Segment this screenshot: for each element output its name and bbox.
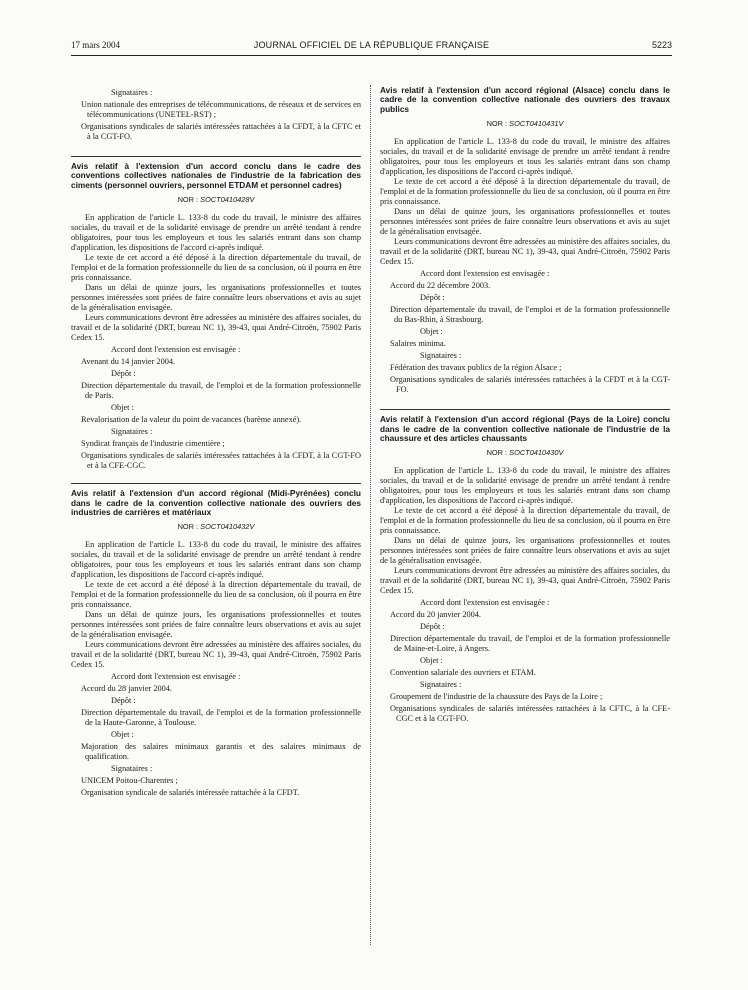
page-header — [71, 40, 672, 54]
paragraph: Leurs communications devront être adressées au ministère des affaires sociales, du travail et de la solidarité (DRT, bureau NC 1), 39-43, quai André-Citroën, 75902 Paris Cedex 15. — [380, 566, 670, 596]
journal-title: JOURNAL OFFICIEL DE LA RÉPUBLIQUE FRANÇAISE — [253, 40, 490, 50]
objet-label: Objet : — [111, 730, 134, 740]
right-column — [380, 86, 670, 726]
nor-label: NOR : — [177, 522, 199, 532]
depot-label: Dépôt : — [420, 293, 445, 303]
signatories-label: Signataires : — [111, 427, 153, 437]
depot-label: Dépôt : — [111, 696, 136, 706]
section-separator — [380, 409, 670, 410]
objet-value: Majoration des salaires minimaux garantis et des salaires minimaux de qualification. — [81, 742, 361, 762]
signatory: Organisations syndicales de salariés intéressées rattachées à la CFDT et à la CGT-FO. — [390, 375, 670, 395]
signatories-label: Signataires : — [111, 88, 153, 97]
accord-label: Accord dont l'extension est envisagée : — [420, 269, 550, 279]
paragraph: En application de l'article L. 133-8 du code du travail, le ministre des affaires sociales, du travail et de la solidarité envisage de prendre un arrêté tendant à rendre obligatoires, pour tous les employeurs et tous les salariés entrant dans son champ d'application, les dispositions de l'accord ci-après indiqué. — [380, 137, 670, 177]
nor-label: NOR : — [486, 448, 508, 458]
paragraph: En application de l'article L. 133-8 du code du travail, le ministre des affaires sociales, du travail et de la solidarité envisage de prendre un arrêté tendant à rendre obligatoires, pour tous les employeurs et tous les salariés entrant dans son champ d'application, les dispositions de l'accord ci-après indiqué. — [380, 466, 670, 506]
notice-midi-pyrenees — [71, 489, 361, 798]
left-column — [71, 86, 361, 800]
accord-value: Accord du 28 janvier 2004. — [81, 684, 173, 694]
depot-value: Direction départementale du travail, de l'emploi et de la formation professionnelle du Bas-Rhin, à Strasbourg. — [390, 305, 670, 325]
notice-title: Avis relatif à l'extension d'un accord régional (Midi-Pyrénées) conclu dans le cadre de la convention collective nationale des ouvriers des industries de carrières et matériaux — [71, 488, 361, 518]
nor-label: NOR : — [177, 195, 199, 205]
accord-label: Accord dont l'extension est envisagée : — [111, 345, 241, 355]
signatory: UNICEM Poitou-Charentes ; — [81, 776, 178, 786]
signatory: Organisations syndicales de salariés intéressées rattachées à la CFDT, à la CFTC et à la CGT-FO. — [81, 122, 361, 141]
accord-label: Accord dont l'extension est envisagée : — [420, 598, 550, 608]
signatory: Syndicat français de l'industrie cimentière ; — [81, 439, 225, 449]
notice-title: Avis relatif à l'extension d'un accord régional (Alsace) conclu dans le cadre de la convention collective nationale des ouvriers des travaux publics — [380, 85, 670, 114]
section-separator — [71, 156, 361, 157]
accord-value: Accord du 20 janvier 2004. — [390, 610, 482, 620]
depot-label: Dépôt : — [111, 369, 136, 379]
paragraph: Dans un délai de quinze jours, les organisations professionnelles et toutes personnes intéressées sont priées de faire connaître leurs observations et avis au sujet de la généralisation envisagée. — [71, 610, 361, 640]
objet-value: Salaires minima. — [390, 339, 446, 349]
paragraph: En application de l'article L. 133-8 du code du travail, le ministre des affaires sociales, du travail et de la solidarité envisage de prendre un arrêté tendant à rendre obligatoires, pour tous les employeurs et tous les salariés entrant dans son champ d'application, les dispositions de l'accord ci-après indiqué. — [71, 540, 361, 580]
paragraph: En application de l'article L. 133-8 du code du travail, le ministre des affaires sociales, du travail et de la solidarité envisage de prendre un arrêté tendant à rendre obligatoires, pour tous les employeurs et tous les salariés entrant dans son champ d'application, les dispositions de l'accord ci-après indiqué. — [71, 213, 361, 253]
notice-title: Avis relatif à l'extension d'un accord régional (Pays de la Loire) conclu dans le cadre de la convention collective nationale de l'industrie de la chaussure et des articles chaussants — [380, 414, 670, 444]
notice-title: Avis relatif à l'extension d'un accord conclu dans le cadre des conventions collectives nationales de l'industrie de la fabrication des ciments (personnel ouvriers, personnel ETDAM et personnel cadres) — [71, 161, 361, 190]
signatory: Groupement de l'industrie de la chaussure des Pays de la Loire ; — [390, 692, 603, 702]
nor-reference — [71, 195, 361, 205]
notice-pays-de-la-loire — [380, 415, 670, 724]
nor-reference — [380, 119, 670, 129]
signatory: Organisations syndicales de salariés intéressées rattachées à la CFTC, à la CFE-CGC et à la CGT-FO. — [390, 704, 670, 724]
objet-label: Objet : — [420, 327, 443, 337]
section-separator — [71, 483, 361, 484]
paragraph: Le texte de cet accord a été déposé à la direction départementale du travail, de l'emploi et de la formation professionnelle du lieu de sa conclusion, où il pourra en être pris connaissance. — [380, 177, 670, 207]
accord-value: Avenant du 14 janvier 2004. — [81, 357, 176, 367]
objet-label: Objet : — [420, 656, 443, 666]
nor-reference — [380, 448, 670, 458]
paragraph: Dans un délai de quinze jours, les organisations professionnelles et toutes personnes intéressées sont priées de faire connaître leurs observations et avis au sujet de la généralisation envisagée. — [380, 536, 670, 566]
nor-code: SOCT0410432V — [200, 522, 255, 532]
signatories-label: Signataires : — [111, 764, 153, 774]
notice-alsace — [380, 86, 670, 395]
nor-code: SOCT0410431V — [509, 119, 564, 129]
depot-value: Direction départementale du travail, de l'emploi et de la formation professionnelle de la Haute-Garonne, à Toulouse. — [81, 708, 361, 728]
depot-value: Direction départementale du travail, de l'emploi et de la formation professionnelle de Maine-et-Loire, à Angers. — [390, 634, 670, 654]
depot-label: Dépôt : — [420, 622, 445, 632]
objet-label: Objet : — [111, 403, 134, 413]
paragraph: Dans un délai de quinze jours, les organisations professionnelles et toutes personnes intéressées sont priées de faire connaître leurs observations et avis au sujet de la généralisation envisagée. — [71, 283, 361, 313]
nor-code: SOCT0410430V — [509, 448, 564, 458]
page-number: 5223 — [651, 40, 672, 50]
paragraph: Leurs communications devront être adressées au ministère des affaires sociales, du travail et de la solidarité (DRT, bureau NC 1), 39-43, quai André-Citroën, 75902 Paris Cedex 15. — [71, 313, 361, 343]
accord-label: Accord dont l'extension est envisagée : — [111, 672, 241, 682]
signatory: Organisation syndicale de salariés intéressée rattachée à la CFDT. — [81, 788, 300, 798]
paragraph: Le texte de cet accord a été déposé à la direction départementale du travail, de l'emploi et de la formation professionnelle du lieu de sa conclusion, où il pourra en être pris connaissance. — [71, 580, 361, 610]
signatories-label: Signataires : — [420, 680, 462, 690]
accord-value: Accord du 22 décembre 2003. — [390, 281, 491, 291]
nor-code: SOCT0410428V — [200, 195, 255, 205]
issue-date: 17 mars 2004 — [71, 40, 120, 50]
signatory: Fédération des travaux publics de la région Alsace ; — [390, 363, 562, 373]
objet-value: Convention salariale des ouvriers et ETAM. — [390, 668, 536, 678]
paragraph: Le texte de cet accord a été déposé à la direction départementale du travail, de l'emploi et de la formation professionnelle du lieu de sa conclusion, où il pourra en être pris connaissance. — [71, 253, 361, 283]
paragraph: Le texte de cet accord a été déposé à la direction départementale du travail, de l'emploi et de la formation professionnelle du lieu de sa conclusion, où il pourra en être pris connaissance. — [380, 506, 670, 536]
column-divider — [370, 85, 371, 945]
nor-reference — [71, 522, 361, 532]
signatory: Organisations syndicales de salariés intéressées rattachées à la CFDT, à la CGT-FO et à la CFE-CGC. — [81, 451, 361, 471]
nor-label: NOR : — [486, 119, 508, 129]
paragraph: Leurs communications devront être adressées au ministère des affaires sociales, du travail et de la solidarité (DRT, bureau NC 1), 39-43, quai André-Citroën, 75902 Paris Cedex 15. — [380, 237, 670, 267]
notice-ciments — [71, 162, 361, 471]
paragraph: Dans un délai de quinze jours, les organisations professionnelles et toutes personnes intéressées sont priées de faire connaître leurs observations et avis au sujet de la généralisation envisagée. — [380, 207, 670, 237]
header-rule — [71, 55, 672, 56]
depot-value: Direction départementale du travail, de l'emploi et de la formation professionnelle de Paris. — [81, 381, 361, 401]
signatory: Union nationale des entreprises de télécommunications, de réseaux et de services en télécommunications (UNETEL-RST) ; — [81, 100, 361, 119]
paragraph: Leurs communications devront être adressées au ministère des affaires sociales, du travail et de la solidarité (DRT, bureau NC 1), 39-43, quai André-Citroën, 75902 Paris Cedex 15. — [71, 640, 361, 670]
objet-value: Revalorisation de la valeur du point de vacances (barème annexé). — [81, 415, 302, 425]
signatories-label: Signataires : — [420, 351, 462, 361]
